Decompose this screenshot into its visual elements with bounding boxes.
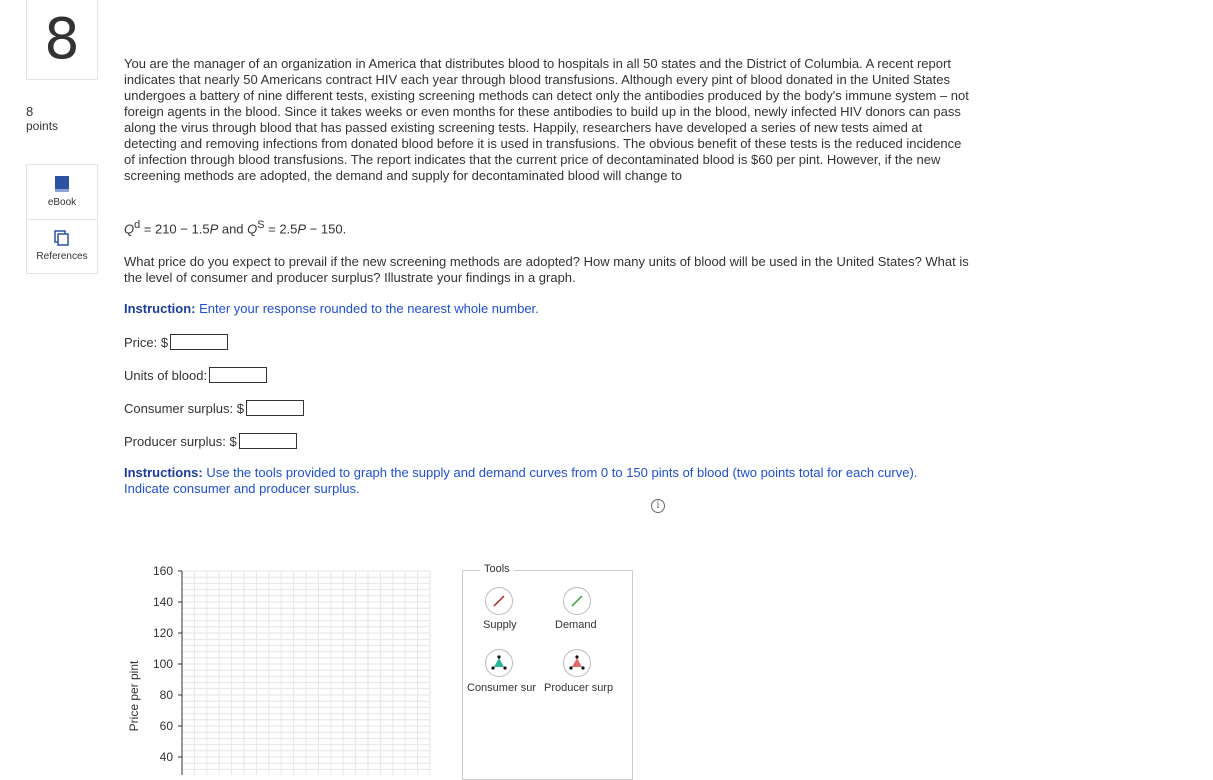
supply-demand-graph[interactable]: [120, 560, 440, 775]
price-label: Price: $: [124, 334, 169, 350]
units-label: Units of blood:: [124, 367, 208, 383]
question-text: What price do you expect to prevail if the new screening methods are adopted? How many units of blood will be used in the United States? What is the level of consumer and producer surplus? Illustrate your findings in a graph.: [124, 254, 969, 285]
y-tick-label: 60: [159, 719, 173, 733]
price-input[interactable]: [170, 334, 228, 350]
ebook-label: eBook: [47, 197, 77, 208]
price-row: [124, 334, 228, 350]
demand-line-icon: [564, 588, 590, 614]
points-label: points: [26, 119, 59, 133]
references-label: References: [36, 251, 88, 262]
info-icon[interactable]: i: [651, 499, 665, 513]
supply-tool-label: Supply: [483, 619, 517, 631]
y-tick-label: 140: [152, 595, 173, 609]
producer-surplus-row: [124, 433, 297, 449]
consumer-surplus-row: [124, 400, 304, 416]
consumer-surplus-tool-button[interactable]: [485, 649, 513, 677]
y-tick-label: 100: [152, 657, 173, 671]
supply-tool-button[interactable]: [485, 587, 513, 615]
instruction: Instruction: Enter your response rounded to the nearest whole number.: [124, 301, 539, 316]
consumer-surplus-triangle-icon: [486, 650, 512, 676]
ebook-button[interactable]: [26, 164, 98, 220]
y-tick-label: 120: [152, 626, 173, 640]
references-icon: [53, 229, 71, 247]
y-axis-label: Price per pint: [127, 660, 141, 732]
units-input[interactable]: [209, 367, 267, 383]
consumer-surplus-label: Consumer surplus: $: [124, 400, 244, 416]
points-value: 8: [26, 104, 34, 119]
producer-surplus-label: Producer surplus: $: [124, 433, 237, 449]
graph-grid: [182, 571, 430, 775]
producer-surplus-tool-label: Producer surp: [544, 682, 614, 694]
problem-text: You are the manager of an organization in America that distributes blood to hospitals in all 50 states and the District of Columbia. A recent report indicates that nearly 50 Americans contract HIV each year through blood transfusions. Although every pint of blood donated in the United States undergoes a battery of nine different tests, existing screening methods can detect only the antibodies produced by the body's immune system – not foreign agents in the blood. Since it takes weeks or even months for these antibodies to build up in the blood, newly infected HIV donors can pass along the virus through blood that has passed existing screening tests. Happily, researchers have developed a series of new tests aimed at detecting and removing infections from donated blood before it is used in transfusions. The obvious benefit of these tests is the reduced incidence of infection through blood transfusions. The report indicates that the current price of decontaminated blood is $60 per pint. However, if the new screening methods are adopted, the demand and supply for decontaminated blood will change to: [124, 56, 969, 183]
tools-title: Tools: [480, 563, 514, 575]
points-info: [26, 105, 98, 133]
producer-surplus-tool-button[interactable]: [563, 649, 591, 677]
demand-tool-label: Demand: [555, 619, 597, 631]
y-tick-label: 40: [159, 750, 173, 764]
producer-surplus-triangle-icon: [564, 650, 590, 676]
graph-instructions: Instructions: Use the tools provided to graph the supply and demand curves from 0 to 150 pints of blood (two points total for each curve). Indicate consumer and producer surplus.: [124, 465, 918, 496]
book-icon: [53, 175, 71, 193]
y-tick-label: 160: [152, 564, 173, 578]
consumer-surplus-tool-label: Consumer sur: [467, 682, 537, 694]
units-row: [124, 367, 267, 383]
equations: $Q^d = 210 - 1.5P$ and $Q^S = 2.5P - 150$.: [124, 219, 347, 237]
y-axis-ticks: [153, 564, 182, 764]
question-number: 8: [26, 0, 98, 80]
supply-line-icon: [486, 588, 512, 614]
consumer-surplus-input[interactable]: [246, 400, 304, 416]
y-tick-label: 80: [159, 688, 173, 702]
references-button[interactable]: [26, 219, 98, 274]
demand-tool-button[interactable]: [563, 587, 591, 615]
producer-surplus-input[interactable]: [239, 433, 297, 449]
